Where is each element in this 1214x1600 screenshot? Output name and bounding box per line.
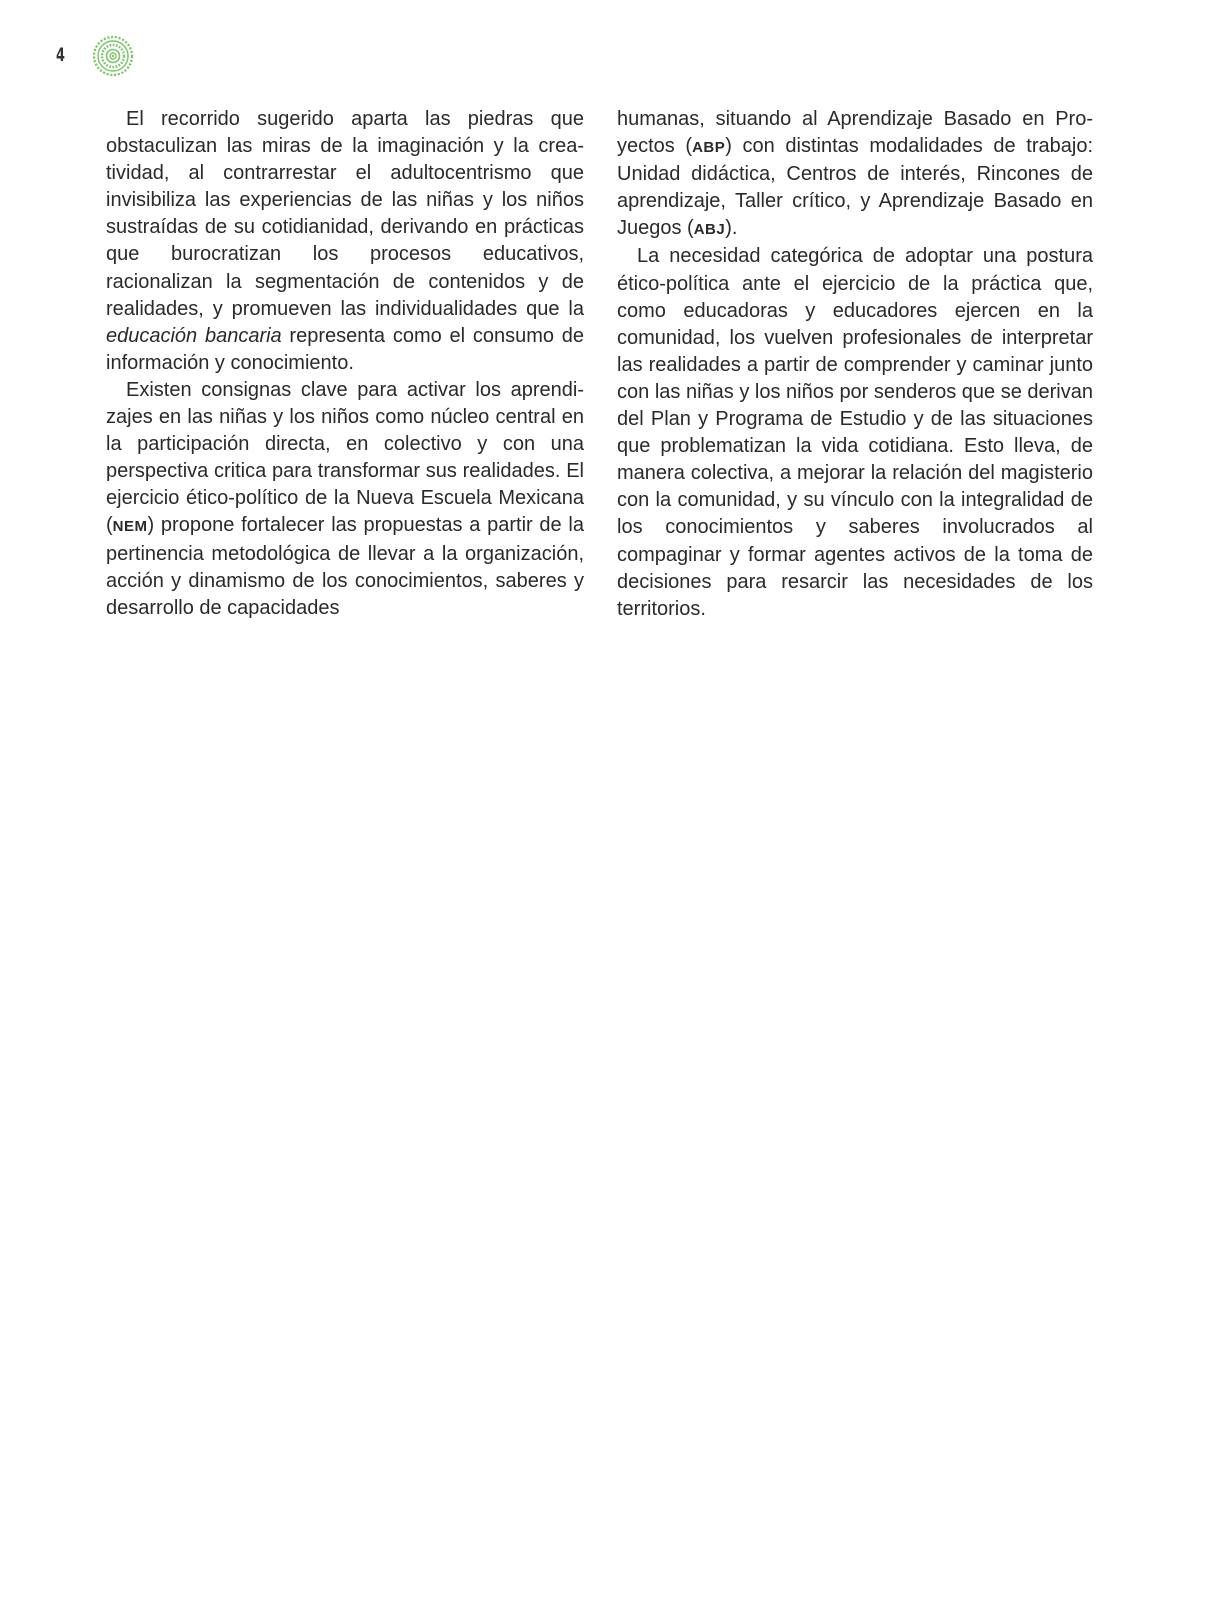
paragraph-text: ) propone fortalecer las propuestas a partir de la pertinencia metodológica de llevar a la organización, acción y dinamismo de los conocimientos, saberes y desarrollo de capacidades: [106, 514, 584, 619]
abbreviation: ABJ: [693, 221, 726, 239]
abbreviation: ABP: [692, 139, 726, 157]
paragraph-text: El recorrido sugerido aparta las piedras que obstaculizan las miras de la imaginación y la creatividad, al contrarrestar el adultocentrismo que invisibiliza las experiencias de las niñas y los niños sustraídas de su cotidianidad, derivando en prácticas que burocratizan los procesos educativos, racionalizan la segmentación de contenidos y de realidades, y promueven las individualidades que la: [106, 108, 584, 320]
paragraph-continued: [617, 106, 1093, 243]
paragraph-text: ).: [725, 217, 738, 240]
paragraph-text: Existen consignas clave para activar los aprendizajes en las niñas y los niños como núcleo central en la participación directa, en colectivo y con una perspectiva critica para transformar sus realidades. El ejercicio ético-político de la Nueva Escuela Mexicana (: [106, 378, 584, 537]
emphasized-term: educación bancaria: [106, 324, 282, 347]
paragraph-2: [106, 377, 584, 622]
paragraph-text: representa como el consumo de información y conocimiento.: [106, 324, 584, 374]
paragraph-1: [106, 106, 584, 377]
paragraph-text: humanas, situando al Aprendizaje Basado en Proyectos (: [617, 108, 1093, 158]
paragraph-text: La necesidad categórica de adoptar una postura ético-política ante el ejercicio de la práctica que, como educadoras y educadores ejercen en la comunidad, los vuelven profesionales de interpretar las realidades a partir de comprender y caminar junto con las niñas y los niños por senderos que se derivan del Plan y Programa de Estudio y de las situaciones que problematizan la vida cotidiana. Esto lleva, de manera colectiva, a mejorar la relación del magisterio con la comunidad, y su vínculo con la integralidad de los conocimientos y saberes involucrados al compaginar y formar agentes activos de la toma de decisiones para resarcir las necesidades de los territorios.: [617, 245, 1093, 620]
abbreviation: NEM: [112, 518, 148, 536]
page-number: 4: [56, 44, 65, 66]
paragraph-3: [617, 243, 1093, 622]
right-column: [617, 106, 1093, 623]
left-column: [106, 106, 584, 622]
sun-emblem-icon: [92, 35, 134, 77]
paragraph-text: ) con distintas modalidades de trabajo: Unidad didáctica, Centros de interés, Rincones de aprendizaje, Taller crítico, y Aprendizaje Basado en Juegos (: [617, 135, 1093, 240]
